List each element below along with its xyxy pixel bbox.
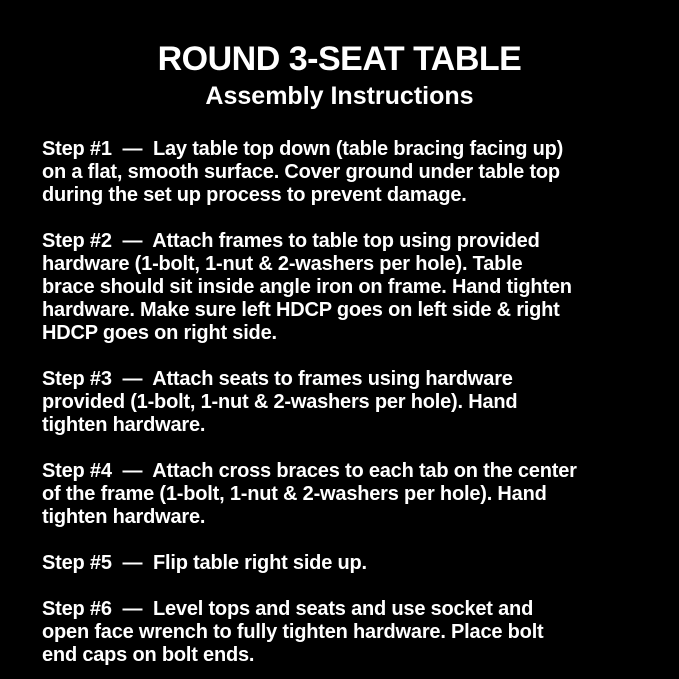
step-line: hardware. Make sure left HDCP goes on left side & right xyxy=(42,299,560,321)
step-2-paragraph xyxy=(42,230,655,345)
step-line: tighten hardware. xyxy=(42,506,206,528)
step-4-paragraph xyxy=(42,460,655,529)
step-line: end caps on bolt ends. xyxy=(42,644,255,666)
step-line: during the set up process to prevent damage. xyxy=(42,184,467,206)
step-line: Step #6 — Level tops and seats and use socket and xyxy=(42,598,534,620)
step-6-paragraph xyxy=(42,598,655,667)
steps-list xyxy=(0,138,679,667)
step-5-paragraph xyxy=(42,552,655,575)
step-line: of the frame (1-bolt, 1-nut & 2-washers per hole). Hand xyxy=(42,483,547,505)
step-1-paragraph xyxy=(42,138,655,207)
step-3-paragraph xyxy=(42,368,655,437)
step-line: brace should sit inside angle iron on frame. Hand tighten xyxy=(42,276,572,298)
page-subtitle: Assembly Instructions xyxy=(205,82,474,110)
page-title: ROUND 3-SEAT TABLE xyxy=(157,40,522,78)
step-line: Step #3 — Attach seats to frames using hardware xyxy=(42,368,513,390)
step-line: provided (1-bolt, 1-nut & 2-washers per hole). Hand xyxy=(42,391,518,413)
step-line: HDCP goes on right side. xyxy=(42,322,277,344)
step-line: Step #4 — Attach cross braces to each tab on the center xyxy=(42,460,577,482)
step-line: hardware (1-bolt, 1-nut & 2-washers per hole). Table xyxy=(42,253,523,275)
step-line: Step #5 — Flip table right side up. xyxy=(42,552,367,574)
step-line: on a flat, smooth surface. Cover ground under table top xyxy=(42,161,560,183)
step-line: open face wrench to fully tighten hardware. Place bolt xyxy=(42,621,544,643)
step-line: Step #1 — Lay table top down (table bracing facing up) xyxy=(42,138,564,160)
step-line: tighten hardware. xyxy=(42,414,206,436)
step-line: Step #2 — Attach frames to table top using provided xyxy=(42,230,540,252)
